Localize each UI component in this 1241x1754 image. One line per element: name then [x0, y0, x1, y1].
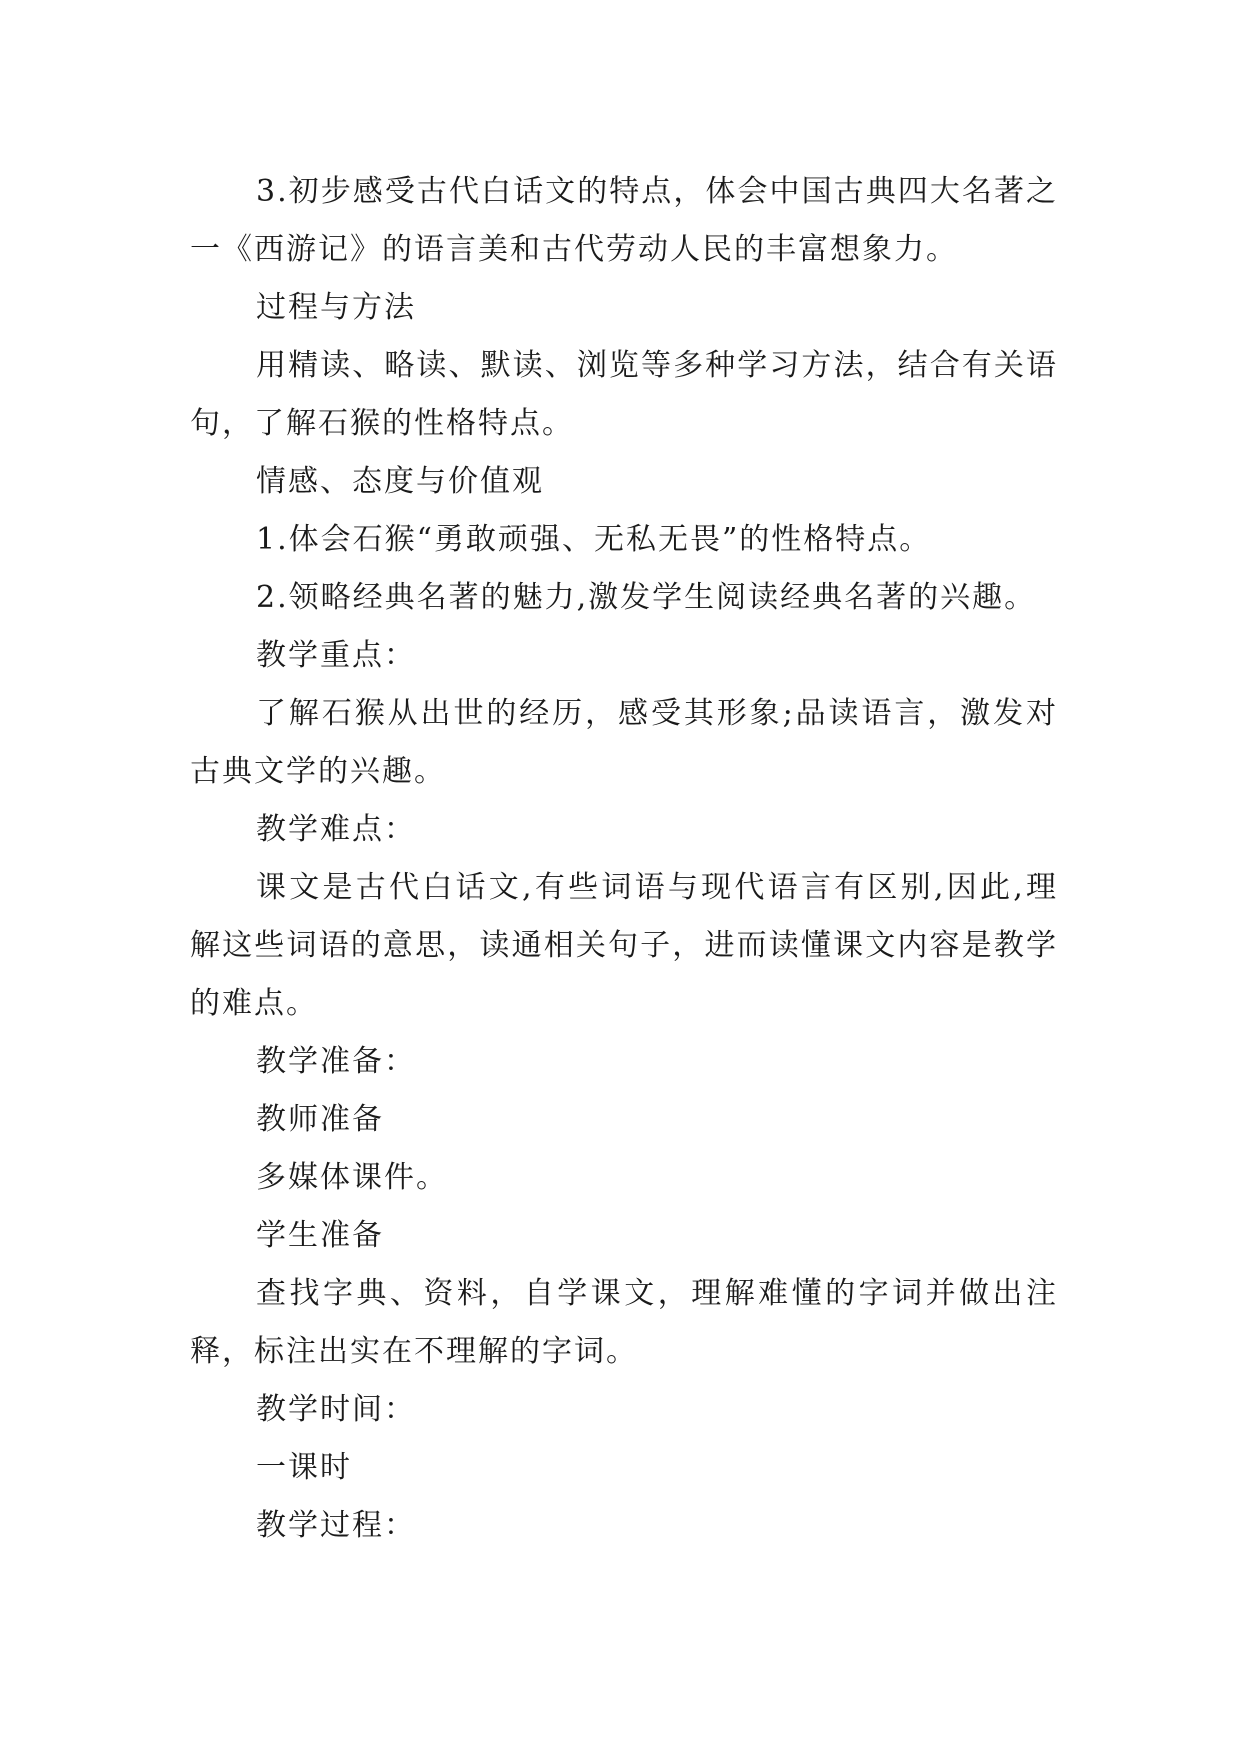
document-body — [190, 163, 1058, 1555]
teacher-prep-paragraph: 多媒体课件。 — [256, 1160, 448, 1195]
emotion-values-heading: 情感、态度与价值观 — [256, 464, 544, 499]
objective-3-paragraph: 3.初步感受古代白话文的特点，体会中国古典四大名著之一《西游记》的语言美和古代劳动人民的丰富想象力。 — [190, 174, 1058, 267]
time-heading: 教学时间： — [256, 1392, 416, 1427]
preparation-heading: 教学准备： — [256, 1044, 416, 1079]
process-method-paragraph: 用精读、略读、默读、浏览等多种学习方法，结合有关语句，了解石猴的性格特点。 — [190, 348, 1058, 441]
teacher-prep-heading: 教师准备 — [256, 1102, 384, 1137]
key-points-paragraph: 了解石猴从出世的经历，感受其形象;品读语言，激发对古典文学的兴趣。 — [190, 696, 1058, 789]
student-prep-paragraph: 查找字典、资料，自学课文，理解难懂的字词并做出注释，标注出实在不理解的字词。 — [190, 1276, 1058, 1369]
emotion-objective-1: 1.体会石猴“勇敢顽强、无私无畏”的性格特点。 — [256, 522, 932, 557]
key-points-heading: 教学重点： — [256, 638, 416, 673]
student-prep-heading: 学生准备 — [256, 1218, 384, 1253]
time-paragraph: 一课时 — [256, 1450, 352, 1485]
emotion-objective-2: 2.领略经典名著的魅力,激发学生阅读经典名著的兴趣。 — [256, 580, 1037, 615]
procedure-heading: 教学过程： — [256, 1508, 416, 1543]
process-method-heading: 过程与方法 — [256, 290, 416, 325]
difficulties-paragraph: 课文是古代白话文,有些词语与现代语言有区别,因此,理解这些词语的意思，读通相关句子，进而读懂课文内容是教学的难点。 — [190, 870, 1058, 1021]
difficulties-heading: 教学难点： — [256, 812, 416, 847]
